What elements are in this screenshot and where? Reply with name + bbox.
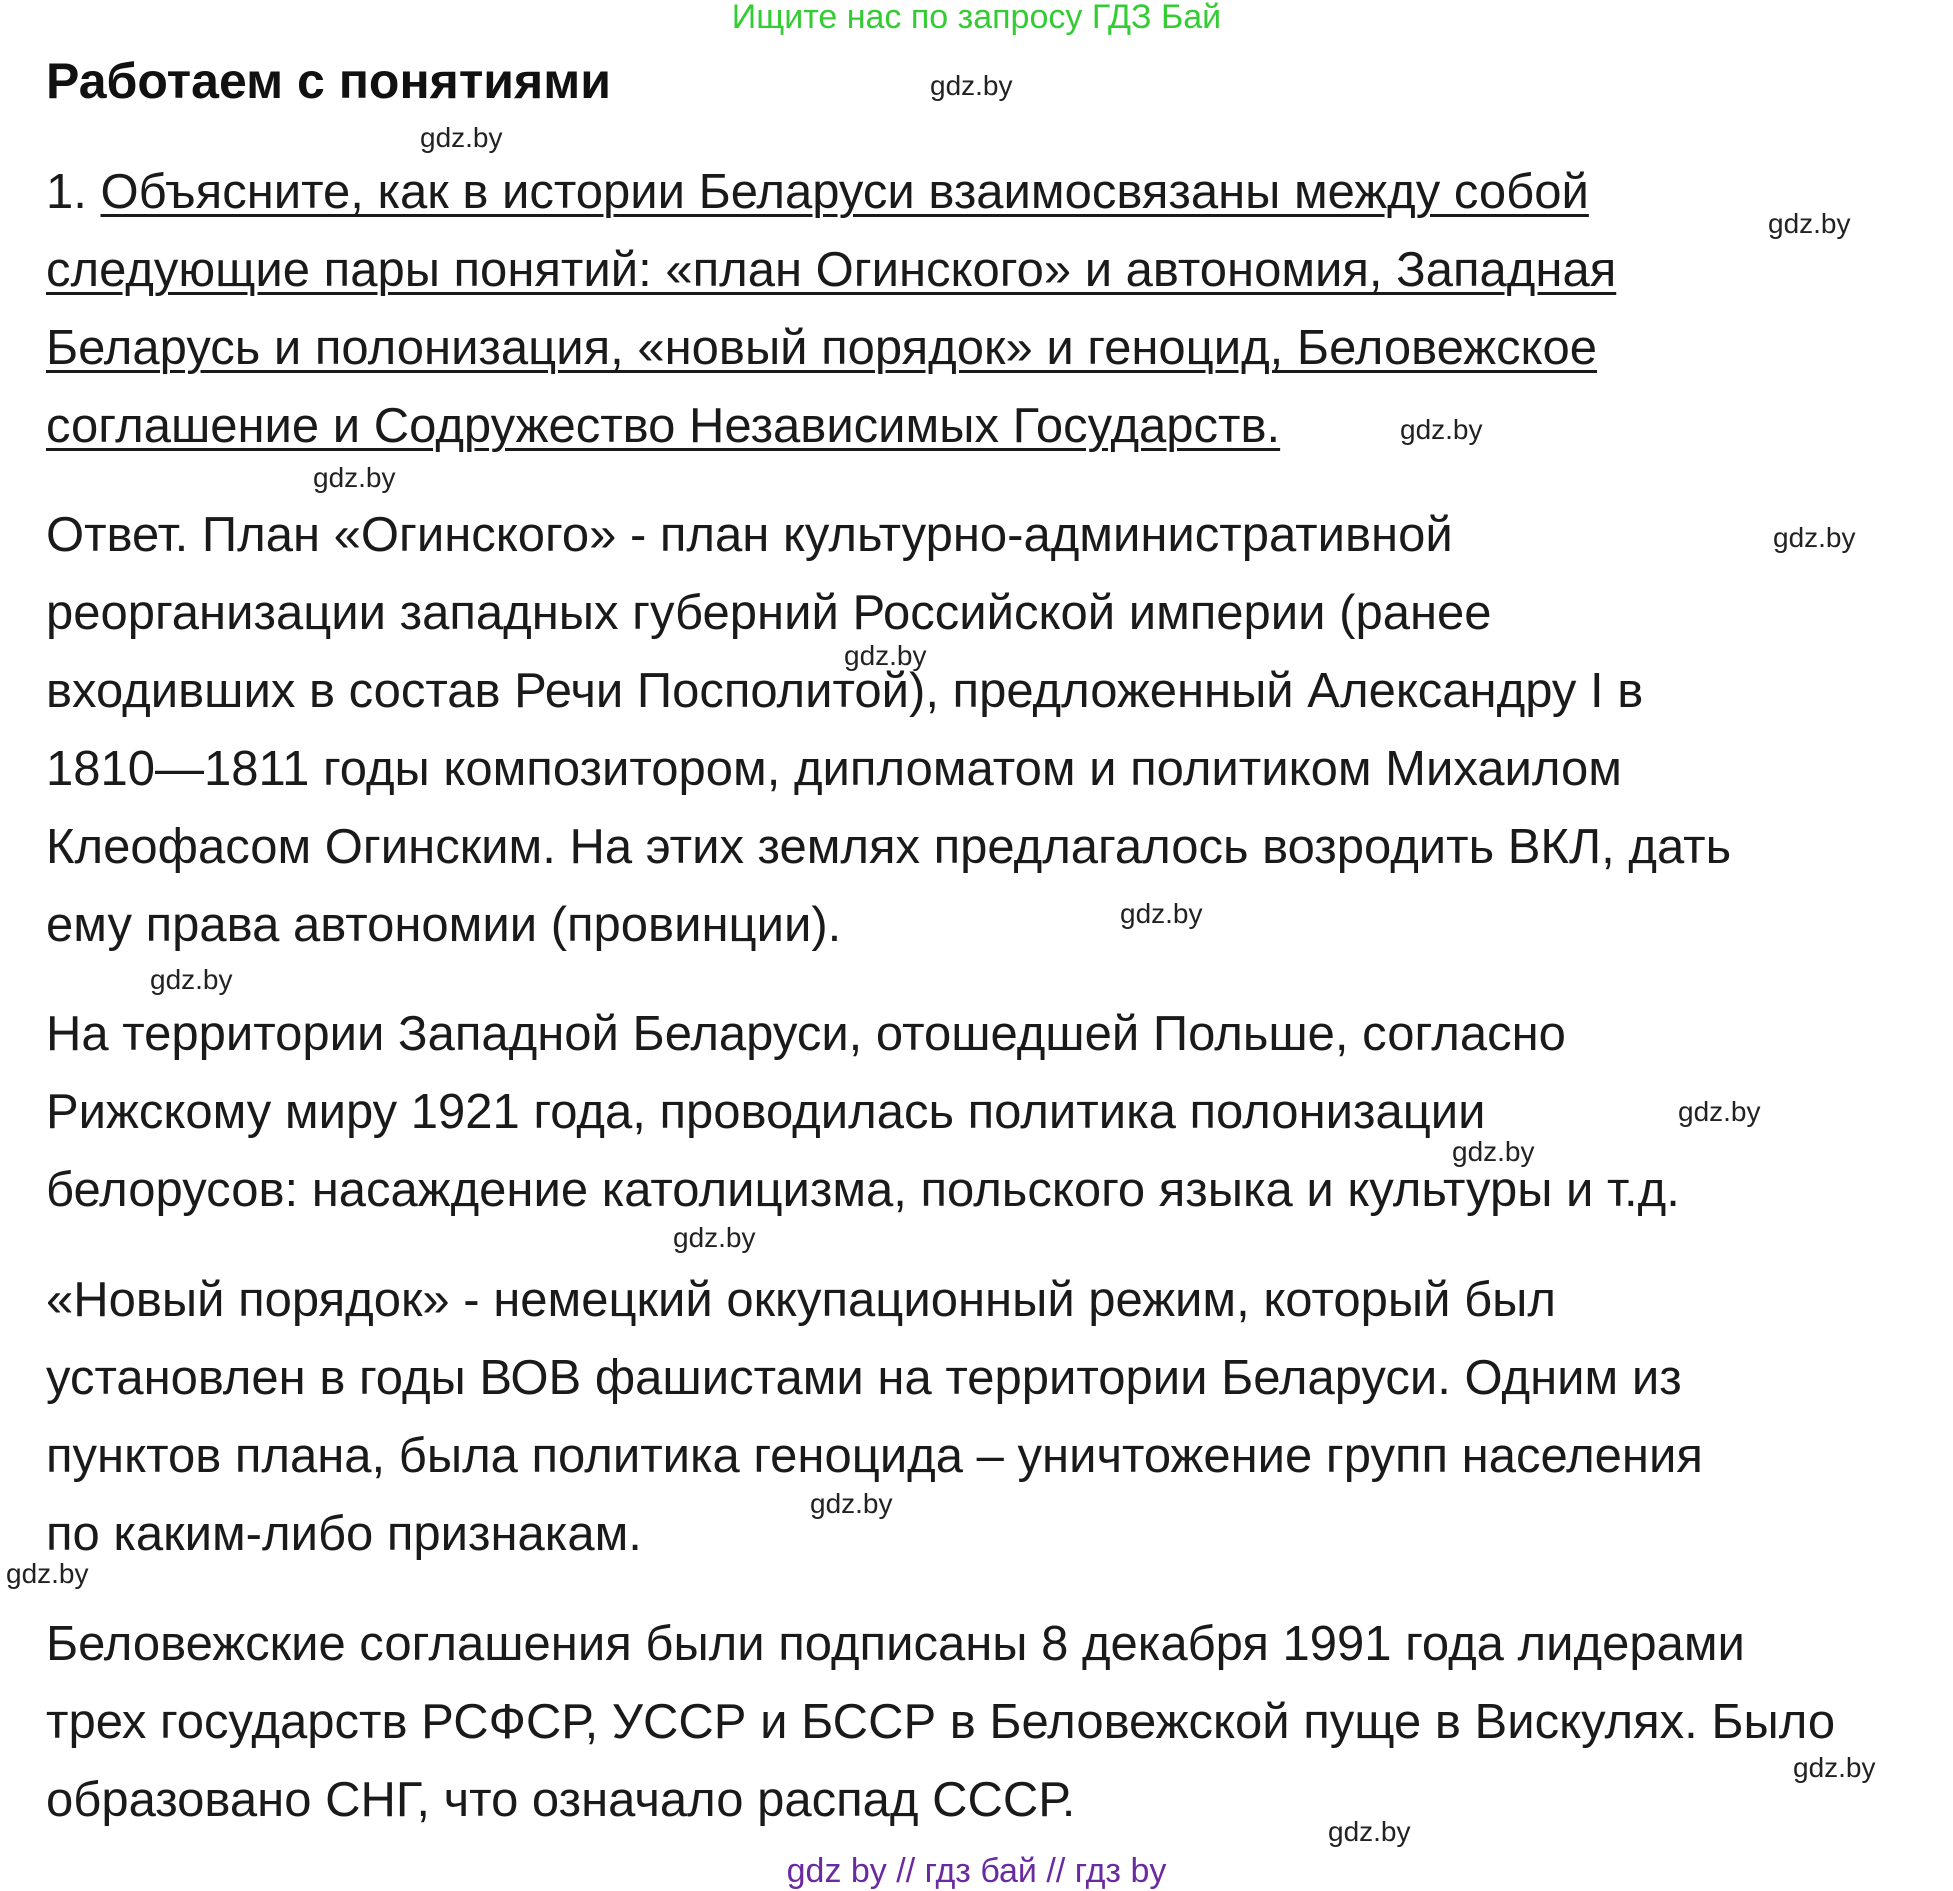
watermark: gdz.by (1793, 1752, 1876, 1783)
page-title: Работаем с понятиями (46, 53, 611, 109)
answer-line: образовано СНГ, что означало распад СССР. (46, 1773, 1076, 1827)
answer-line: белорусов: насаждение католицизма, польского языка и культуры и т.д. (46, 1163, 1680, 1217)
footer-links: gdz by // гдз бай // гдз by (786, 1852, 1167, 1890)
question-line: Беларусь и полонизация, «новый порядок» и геноцид, Беловежское (46, 321, 1598, 375)
answer-line: Беловежские соглашения были подписаны 8 декабря 1991 года лидерами (46, 1617, 1745, 1671)
watermark: gdz.by (810, 1488, 893, 1519)
answer-line: реорганизации западных губерний Российской империи (ранее (46, 586, 1492, 640)
watermark: gdz.by (1773, 522, 1856, 553)
answer-line: Клеофасом Огинским. На этих землях предлагалось возродить ВКЛ, дать (46, 820, 1732, 874)
watermark: gdz.by (1768, 208, 1851, 239)
answer-line: по каким-либо признакам. (46, 1507, 642, 1561)
watermark: gdz.by (1120, 898, 1203, 929)
watermark: gdz.by (313, 462, 396, 493)
watermark: gdz.by (6, 1558, 89, 1589)
question-line: соглашение и Содружество Независимых Государств. (46, 399, 1281, 453)
question-number: 1. (46, 165, 101, 219)
answer-line: 1810—1811 годы композитором, дипломатом и политиком Михаилом (46, 742, 1622, 796)
watermark: gdz.by (844, 640, 927, 671)
watermark: gdz.by (673, 1222, 756, 1253)
answer-line: «Новый порядок» - немецкий оккупационный режим, который был (46, 1273, 1556, 1327)
watermark: gdz.by (420, 122, 503, 153)
top-banner: Ищите нас по запросу ГДЗ Бай (731, 0, 1222, 36)
watermark: gdz.by (1400, 414, 1483, 445)
answer-line: установлен в годы ВОВ фашистами на территории Беларуси. Одним из (46, 1351, 1682, 1405)
answer-line: На территории Западной Беларуси, отошедшей Польше, согласно (46, 1007, 1566, 1061)
question-line: следующие пары понятий: «план Огинского» и автономия, Западная (46, 243, 1617, 297)
watermark: gdz.by (930, 70, 1013, 101)
watermark: gdz.by (1328, 1816, 1411, 1847)
answer-line: Рижскому миру 1921 года, проводилась политика полонизации (46, 1085, 1486, 1139)
watermark: gdz.by (150, 964, 233, 995)
answer-line: трех государств РСФСР, УССР и БССР в Беловежской пуще в Вискулях. Было (46, 1695, 1836, 1749)
question-text: Объясните, как в истории Беларуси взаимосвязаны между собой (100, 165, 1589, 219)
question-line (46, 162, 1589, 222)
answer-line: пунктов плана, была политика геноцида – уничтожение групп населения (46, 1429, 1703, 1483)
watermark: gdz.by (1678, 1096, 1761, 1127)
answer-line: входивших в состав Речи Посполитой), предложенный Александру I в (46, 664, 1644, 718)
watermark: gdz.by (1452, 1136, 1535, 1167)
answer-line: Ответ. План «Огинского» - план культурно-административной (46, 508, 1453, 562)
answer-line: ему права автономии (провинции). (46, 898, 842, 952)
